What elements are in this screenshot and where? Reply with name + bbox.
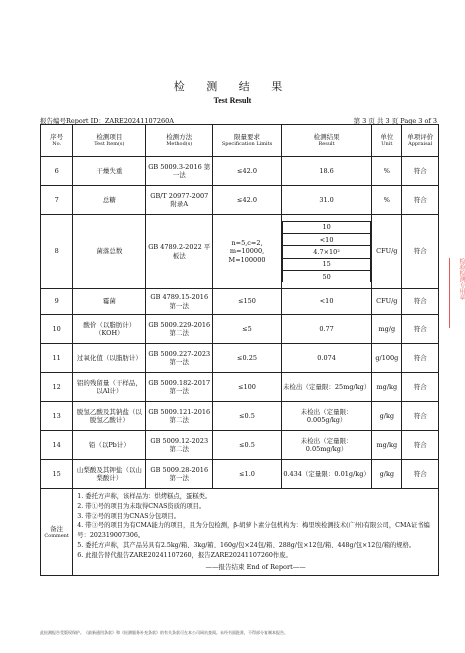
table-row: 7 总糖 GB/T 20977-2007 附录A ≤42.0 31.0 % 符合 (41, 186, 439, 215)
table-row: 8 菌落总数 GB 4789.2-2022 平板法 n=5,c=2, m=10000, M=100000 10 <10 4.7×10² 15 50 CFU/g 符合 (41, 215, 439, 289)
col-method: 检测方法 Method(s) (146, 125, 213, 157)
col-no: 序号 No. (41, 125, 73, 157)
end-of-report: ——报告结束 End of Report—— (205, 563, 306, 572)
result-table (40, 124, 439, 576)
col-limit: 限量要求 Specification Limits (213, 125, 282, 157)
page-number: 第 3 页 共 3 页 Page 3 of 3 (353, 117, 437, 125)
footer-note: 此检测报告受版权保护。《最新通用条款》和《检测服务补充条款》的有关条款可在本公司网站查阅。未经书面批准，不得部分复制本报告。 (40, 630, 288, 635)
multi-result-cell: 10 <10 4.7×10² 15 50 (281, 215, 371, 289)
report-id: 报告编号Report ID：ZARE20241107260A (40, 117, 174, 125)
table-row: 14 铅（以Pb计） GB 5009.12-2023 第二法 ≤0.5 未检出（定量限：0.05mg/kg） mg/kg 符合 (41, 431, 439, 460)
remarks-label: 备注 Comment (41, 489, 73, 576)
table-row: 11 过氧化值（以脂肪计） GB 5009.227-2023 第一法 ≤0.25 0.074 g/100g 符合 (41, 344, 439, 373)
table-row: 13 脱氢乙酸及其钠盐（以脱氢乙酸计） GB 5009.121-2016 第二法 ≤0.5 未检出（定量限：0.005g/kg） g/kg 符合 (41, 402, 439, 431)
red-seal-stamp: 检验检测专用章 (449, 258, 465, 328)
table-header-row (41, 125, 439, 157)
table-row: 10 酸价（以脂肪计）（KOH） GB 5009.229-2016 第二法 ≤5 0.77 mg/g 符合 (41, 315, 439, 344)
col-item: 检测项目 Test Item(s) (73, 125, 146, 157)
col-appraisal: 单项评价 Appraisal (402, 125, 439, 157)
table-row: 15 山梨酸及其钾盐（以山梨酸计） GB 5009.28-2016 第一法 ≤1.0 0.434（定量限：0.01g/kg） g/kg 符合 (41, 460, 439, 489)
table-row: 12 铝的残留量（干样品，以Al计） GB 5009.182-2017 第一法 ≤100 未检出（定量限：25mg/kg） mg/kg 符合 (41, 373, 439, 402)
title-cn: 检 测 结 果 (173, 80, 292, 93)
table-row: 6 干燥失重 GB 5009.3-2016 第一法 ≤42.0 18.6 % 符合 (41, 157, 439, 186)
col-result: 检测结果 Result (281, 125, 371, 157)
title-en: Test Result (213, 96, 252, 105)
table-row: 9 霉菌 GB 4789.15-2016 第一法 ≤150 <10 CFU/g 符合 (41, 289, 439, 315)
remarks-content: 1. 委托方声称，该样品为：烘烤糕点，蛋糕类。 2. 带①号的项目为未取得CNAS资质的项目。 3. 带②号的项目为CNAS分包项目。 4. 带③号的项目为有CMA能力的项目，且为分包检测，β-胡萝卜素分包机构为：梅里埃检测技术(广州)有限公司，CMA证书编号：202319007306。 5. 委托方声称，其产品另具有2.5kg/箱、3kg/箱、160g/包×24包/箱、288g/包×12包/箱、448g/包×12包/箱的规格。 6. 此报告替代报告ZARE20241107260，报告ZARE20241107260作废。 ——报告结束 End of Report—— (73, 489, 439, 576)
remarks-row (41, 489, 439, 576)
col-unit: 单位 Unit (372, 125, 402, 157)
